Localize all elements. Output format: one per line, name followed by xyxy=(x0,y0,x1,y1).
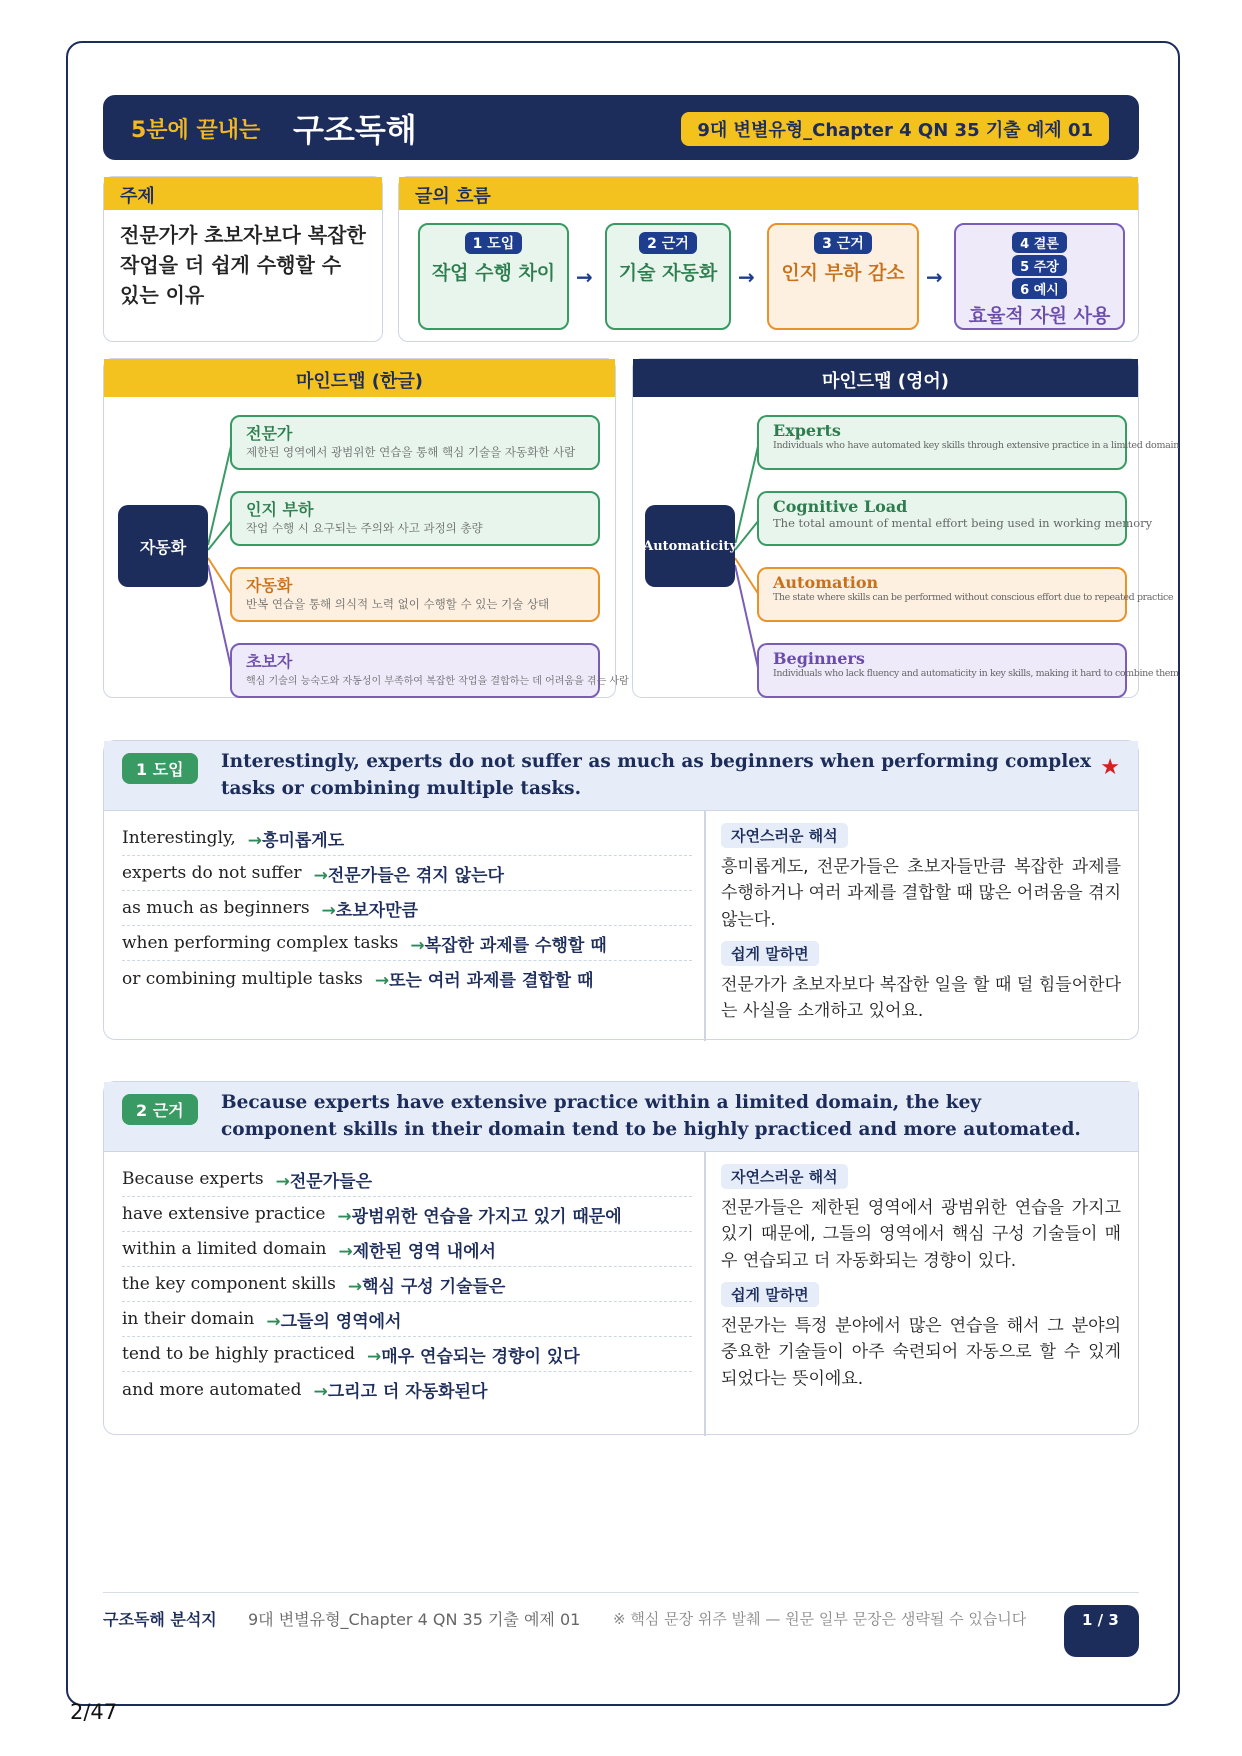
flow-step-2 xyxy=(605,223,731,330)
footer-page-badge: 1 / 3 xyxy=(1064,1605,1139,1657)
mindmap-node-desc: 핵심 기술의 능숙도와 자동성이 부족하여 복잡한 작업을 결합하는 데 어려움을 겪는 사람 xyxy=(246,676,629,687)
chunk-en: have extensive practice xyxy=(122,1204,326,1224)
chunk-row xyxy=(122,961,692,996)
sentence-section-2 xyxy=(103,1081,1139,1435)
chunk-row xyxy=(122,891,692,926)
flow-step-badge: 5 주장 xyxy=(1012,255,1067,276)
column-divider xyxy=(704,1152,706,1436)
chunk-ko: 전문가들은 겪지 않는다 xyxy=(327,865,504,886)
arrow-icon: → xyxy=(367,1346,382,1367)
topic-box xyxy=(103,176,383,342)
mindmap-node-title: Experts xyxy=(773,421,841,440)
chunk-en: the key component skills xyxy=(122,1274,336,1294)
chunk-row xyxy=(122,1162,692,1197)
flow-step-text: 기술 자동화 xyxy=(618,262,718,284)
chunk-en: in their domain xyxy=(122,1309,255,1329)
arrow-icon: → xyxy=(313,865,328,886)
chunk-ko: 전문가들은 xyxy=(289,1171,372,1192)
mindmap-ko-node-cognitive-load xyxy=(230,491,600,546)
mindmap-node-title: Beginners xyxy=(773,649,865,668)
arrow-icon: → xyxy=(347,1276,363,1297)
mindmap-node-desc: 제한된 영역에서 광범위한 연습을 통해 핵심 기술을 자동화한 사람 xyxy=(246,445,576,459)
mindmap-ko-center: 자동화 xyxy=(118,505,208,587)
easy-text: 전문가가 초보자보다 복잡한 일을 할 때 덜 힘들어한다는 사실을 소개하고 있어요. xyxy=(721,975,1121,1022)
section-sentence: Because experts have extensive practice within a limited domain, the key component skills in their domain tend to be highly practiced and more automated. xyxy=(221,1092,1081,1140)
section-badge: 2 근거 xyxy=(122,1094,198,1125)
chunk-row xyxy=(122,1197,692,1232)
chunk-row xyxy=(122,1337,692,1372)
flow-step-badge: 6 예시 xyxy=(1012,278,1067,299)
natural-text: 흥미롭게도, 전문가들은 초보자들만큼 복잡한 과제를 수행하거나 여러 과제를 결합할 때 많은 어려움을 겪지 않는다. xyxy=(721,857,1121,930)
chunk-row xyxy=(122,1372,692,1407)
chunk-row xyxy=(122,821,692,856)
mindmap-node-title: 초보자 xyxy=(246,652,293,671)
flow-arrow: → xyxy=(576,265,593,289)
section-header xyxy=(104,741,1138,811)
page-footer xyxy=(103,1592,1139,1629)
chunk-ko: 그들의 영역에서 xyxy=(280,1311,402,1332)
sentence-section-1 xyxy=(103,740,1139,1040)
chunk-en: when performing complex tasks xyxy=(122,933,399,953)
chunk-ko: 광범위한 연습을 가지고 있기 때문에 xyxy=(351,1206,622,1227)
chunk-row xyxy=(122,1267,692,1302)
flow-step-1 xyxy=(418,223,569,330)
chunk-ko: 핵심 구성 기술들은 xyxy=(362,1276,506,1297)
flow-step-badge: 2 근거 xyxy=(639,232,697,254)
chunk-en: tend to be highly practiced xyxy=(122,1344,356,1364)
mindmap-en-node-cognitive-load xyxy=(757,491,1153,546)
mindmap-en-label: 마인드맵 (영어) xyxy=(633,359,1138,397)
chunk-en: experts do not suffer xyxy=(122,863,302,883)
mindmap-node-desc: 작업 수행 시 요구되는 주의와 사고 과정의 총량 xyxy=(246,521,483,535)
mindmap-node-title: 인지 부하 xyxy=(246,500,314,519)
easy-label: 쉽게 말하면 xyxy=(721,1282,819,1307)
chunk-row xyxy=(122,926,692,961)
flow-step-badge: 4 결론 xyxy=(1012,232,1067,253)
arrow-icon: → xyxy=(410,935,425,956)
mindmap-en-node-experts xyxy=(757,415,1180,470)
natural-label: 자연스러운 해석 xyxy=(721,823,848,848)
flow-step-text: 작업 수행 차이 xyxy=(431,262,556,284)
natural-label: 자연스러운 해석 xyxy=(721,1164,848,1189)
chunk-en: and more automated xyxy=(122,1379,302,1400)
mindmap-node-desc: Individuals who lack fluency and automaticity in key skills, making it hard to combine them xyxy=(773,668,1179,679)
flow-step-badge: 1 도입 xyxy=(465,232,523,254)
chunk-row xyxy=(122,1232,692,1267)
footer-note: ※ 핵심 문장 위주 발췌 — 원문 일부 문장은 생략될 수 있습니다 xyxy=(613,1610,1027,1628)
mindmap-ko-node-experts xyxy=(230,415,600,470)
chunk-en: Interestingly, xyxy=(122,828,236,848)
arrow-icon: → xyxy=(374,971,390,991)
column-divider xyxy=(704,811,706,1041)
mindmap-node-title: 자동화 xyxy=(246,576,293,595)
mindmap-en-node-automation xyxy=(757,567,1174,622)
easy-text: 전문가는 특정 분야에서 많은 연습을 해서 그 분야의 중요한 기술들이 아주 숙련되어 자동으로 할 수 있게 되었다는 뜻이에요. xyxy=(721,1316,1121,1389)
chunk-row xyxy=(122,1302,692,1337)
mindmap-node-desc: Individuals who have automated key skills through extensive practice in a limited domain xyxy=(773,440,1180,451)
flow-step-4 xyxy=(954,223,1125,330)
page-counter: 2/47 xyxy=(70,1700,118,1724)
flow-step-3 xyxy=(767,223,919,330)
flow-step-badge: 3 근거 xyxy=(814,232,872,254)
flow-step-text: 효율적 자원 사용 xyxy=(968,305,1111,327)
chunk-ko: 매우 연습되는 경향이 있다 xyxy=(381,1346,580,1367)
chunk-en: as much as beginners xyxy=(122,898,310,918)
flow-label: 글의 흐름 xyxy=(399,177,1138,210)
topic-label: 주제 xyxy=(104,177,382,210)
mindmap-node-desc: The state where skills can be performed without conscious effort due to repeated practice xyxy=(773,592,1174,603)
flow-arrow: → xyxy=(926,265,943,289)
chunk-row xyxy=(122,856,692,891)
mindmap-node-title: Automation xyxy=(773,573,879,592)
interpretation-column xyxy=(721,823,1121,1025)
arrow-icon: → xyxy=(247,830,263,851)
chunk-ko: 복잡한 과제를 수행할 때 xyxy=(424,935,607,956)
easy-label: 쉽게 말하면 xyxy=(721,941,819,966)
section-badge: 1 도입 xyxy=(122,753,198,784)
footer-title: 구조독해 분석지 xyxy=(103,1610,217,1629)
star-icon: ★ xyxy=(1100,755,1120,780)
mindmap-ko-node-beginners xyxy=(230,643,629,698)
mindmap-en-center: Automaticity xyxy=(645,505,735,587)
interpretation-column xyxy=(721,1164,1121,1392)
chunk-en: Because experts xyxy=(122,1169,264,1189)
chunk-list xyxy=(122,821,692,996)
mindmap-node-title: 전문가 xyxy=(246,424,293,443)
arrow-icon: → xyxy=(321,900,336,921)
mindmap-node-desc: 반복 연습을 통해 의식적 노력 없이 수행할 수 있는 기술 상태 xyxy=(246,597,550,611)
mindmap-ko-node-automation xyxy=(230,567,600,622)
flow-arrow: → xyxy=(738,265,755,289)
natural-text: 전문가들은 제한된 영역에서 광범위한 연습을 가지고 있기 때문에, 그들의 영역에서 핵심 구성 기술들이 매우 연습되고 더 자동화되는 경향이 있다. xyxy=(721,1198,1121,1271)
topic-text: 전문가가 초보자보다 복잡한 작업을 더 쉽게 수행할 수 있는 이유 xyxy=(120,223,366,307)
arrow-icon: → xyxy=(337,1206,352,1227)
arrow-icon: → xyxy=(266,1311,281,1332)
chunk-en: within a limited domain xyxy=(122,1239,327,1259)
page-header xyxy=(103,95,1139,160)
header-subtitle: 5분에 끝내는 xyxy=(131,118,261,143)
chunk-ko: 흥미롭게도 xyxy=(262,830,345,851)
chunk-ko: 또는 여러 과제를 결합할 때 xyxy=(389,971,594,991)
chunk-ko: 제한된 영역 내에서 xyxy=(352,1241,496,1262)
mindmap-node-desc: The total amount of mental effort being used in working memory xyxy=(773,516,1153,530)
section-header xyxy=(104,1082,1138,1152)
header-title: 구조독해 xyxy=(293,111,417,149)
flow-step-text: 인지 부하 감소 xyxy=(781,262,905,284)
chunk-ko: 초보자만큼 xyxy=(335,900,418,921)
chunk-ko: 그리고 더 자동화된다 xyxy=(327,1382,488,1402)
mindmap-ko-label: 마인드맵 (한글) xyxy=(104,359,615,397)
arrow-icon: → xyxy=(313,1382,328,1402)
chunk-en: or combining multiple tasks xyxy=(122,968,363,989)
section-sentence: Interestingly, experts do not suffer as much as beginners when performing complex tasks or combining multiple tasks. xyxy=(221,751,1092,799)
arrow-icon: → xyxy=(338,1241,353,1262)
mindmap-en-node-beginners xyxy=(757,643,1179,698)
arrow-icon: → xyxy=(275,1171,290,1192)
mindmap-node-title: Cognitive Load xyxy=(773,497,908,516)
chunk-list xyxy=(122,1162,692,1407)
header-badge: 9대 변별유형_Chapter 4 QN 35 기출 예제 01 xyxy=(681,112,1109,146)
footer-source: 9대 변별유형_Chapter 4 QN 35 기출 예제 01 xyxy=(248,1610,581,1629)
